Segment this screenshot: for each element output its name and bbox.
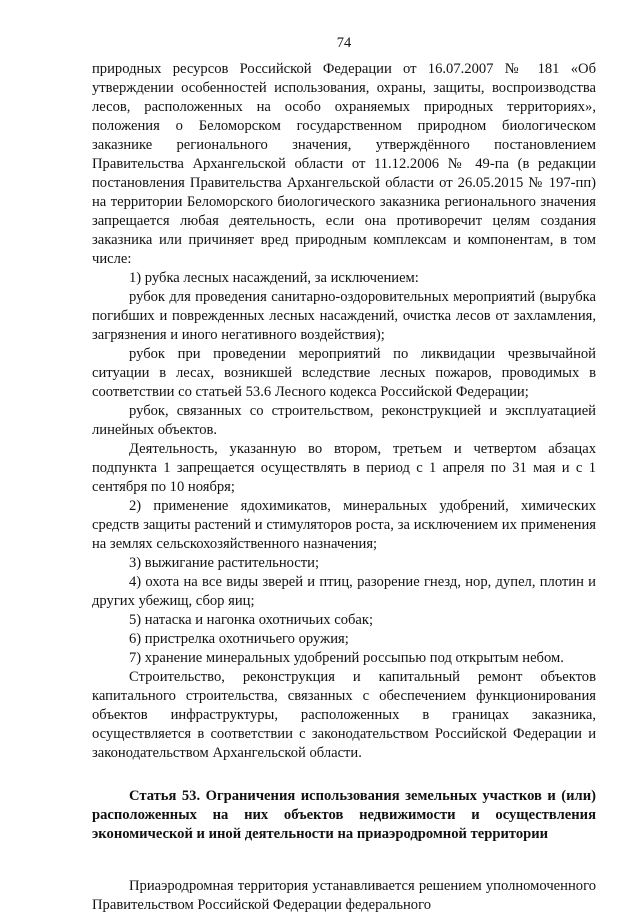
section-spacer xyxy=(92,763,596,787)
list-item: 5) натаска и нагонка охотничьих собак; xyxy=(129,612,374,628)
list-item: рубок, связанных со строительством, реконструкцией и эксплуатацией линейных объектов. xyxy=(92,403,596,438)
list-item: 3) выжигание растительности; xyxy=(129,555,320,571)
list-item: 2) применение ядохимикатов, минеральных удобрений, химических средств защиты растений и стимуляторов роста, за исключением их применения на землях сельскохозяйственного назначения; xyxy=(92,498,596,552)
article-paragraph: Приаэродромная территория устанавливается решением уполномоченного Правительством Российской Федерации федерального xyxy=(92,878,596,913)
list-item: 6) пристрелка охотничьего оружия; xyxy=(129,631,349,647)
heading-spacer xyxy=(92,844,596,877)
list-item: 1) рубка лесных насаждений, за исключением: xyxy=(129,270,419,286)
intro-paragraph: природных ресурсов Российской Федерации от 16.07.2007 № 181 «Об утверждении особенностей использования, охраны, защиты, воспроизводства лесов, расположенных на особо охраняемых природных территориях», положения о Беломорском государственном природном биологическом заказнике регионального значения, утверждённого постановлением Правительства Архангельской области от 11.12.2006 № 49-па (в редакции постановления Правительства Архангельской области от 26.05.2015 № 197-пп) на территории Беломорского биологического заказника регионального значения запрещается любая деятельность, если она противоречит целям создания заказника или причиняет вред природным комплексам и компонентам, в том числе: xyxy=(92,61,596,267)
list-item: Деятельность, указанную во втором, третьем и четвертом абзацах подпункта 1 запрещается осуществлять в период с 1 апреля по 31 мая и с 1 сентября по 10 ноября; xyxy=(92,441,596,495)
list-item: рубок для проведения санитарно-оздоровительных мероприятий (вырубка погибших и поврежденных лесных насаждений, очистка лесов от захламления, загрязнения и иного негативного воздействия); xyxy=(92,289,596,343)
closing-paragraph: Строительство, реконструкция и капитальный ремонт объектов капитального строительства, связанных с обеспечением функционирования объектов инфраструктуры, расположенных в границах заказника, осуществляется в соответствии с законодательством Российской Федерации и законодательством Архангельской области. xyxy=(92,669,596,761)
page-number: 74 xyxy=(336,35,352,51)
list-item: 4) охота на все виды зверей и птиц, разорение гнезд, нор, дупел, плотин и других убежищ, сбор яиц; xyxy=(92,574,596,609)
article-heading: Статья 53. Ограничения использования земельных участков и (или) расположенных на них объектов недвижимости и осуществления экономической и иной деятельности на приаэродромной территории xyxy=(92,788,596,842)
document-page xyxy=(92,34,596,915)
list-item: рубок при проведении мероприятий по ликвидации чрезвычайной ситуации в лесах, возникшей вследствие лесных пожаров, проводимых в соответствии со статьей 53.6 Лесного кодекса Российской Федерации; xyxy=(92,346,596,400)
list-item: 7) хранение минеральных удобрений россыпью под открытым небом. xyxy=(129,650,564,666)
